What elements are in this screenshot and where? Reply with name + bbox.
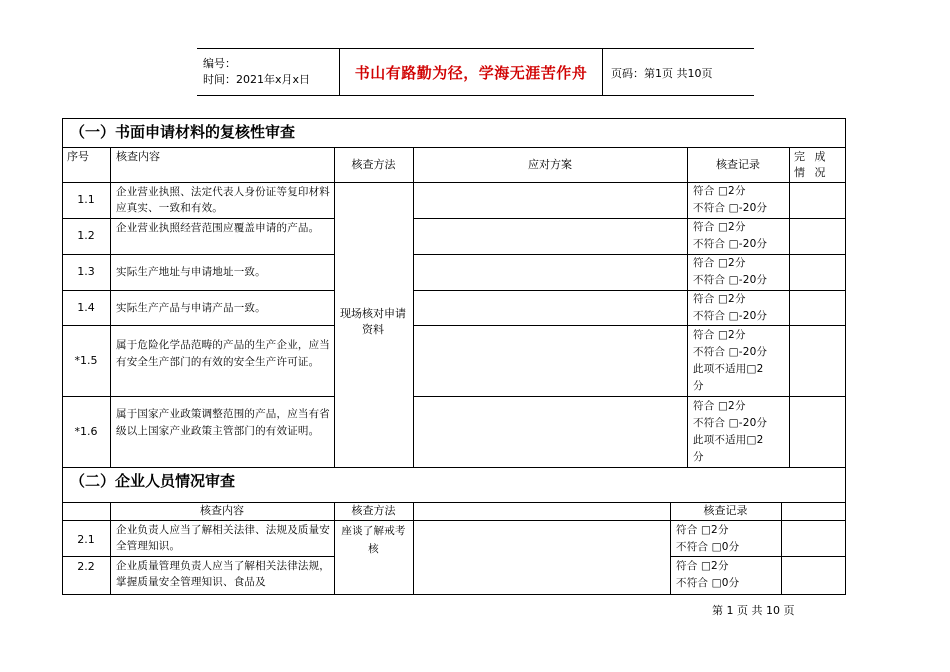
header-table [197, 48, 754, 96]
motto-text: 书山有路勤为径，学海无涯苦作舟 [354, 63, 588, 82]
section2-title: （二）企业人员情况审查 [70, 472, 236, 490]
row-2-1-content: 企业负责人应当了解相关法律、法规及质量安全管理知识。 [116, 524, 330, 552]
row-1-2-record-1: 符合 □2分 [693, 221, 746, 233]
col-header-plan: 应对方案 [528, 158, 572, 171]
row-1-2-record-2: 不符合 □-20分 [693, 238, 768, 250]
row-1-5-record-2: 不符合 □-20分 [693, 346, 768, 358]
row-1-4-content: 实际生产产品与申请产品一致。 [116, 302, 266, 314]
row-1-1-no: 1.1 [77, 193, 95, 206]
row-1-3-record-1: 符合 □2分 [693, 257, 746, 269]
row-1-6-content: 属于国家产业政策调整范围的产品，应当有省级以上国家产业政策主管部门的有效证明。 [116, 408, 330, 437]
row-1-4-record-2: 不符合 □-20分 [693, 310, 768, 322]
row-1-4-record-1: 符合 □2分 [693, 293, 746, 305]
row-1-6-record-4: 分 [693, 451, 704, 463]
col-header-method: 核查方法 [351, 158, 396, 171]
row-1-6-record-3: 此项不适用□2 [693, 434, 764, 446]
col-header-record: 核查记录 [716, 158, 760, 171]
row-2-1-no: 2.1 [77, 533, 95, 546]
s2-col-header-content: 核查内容 [200, 504, 244, 517]
row-2-2-record-1: 符合 □2分 [676, 560, 729, 572]
col-header-status: 完 成 情 况 [794, 150, 829, 179]
footer-page-number: 第 1 页 共 10 页 [712, 604, 795, 617]
s2-col-header-record: 核查记录 [703, 504, 748, 517]
row-2-1-record-1: 符合 □2分 [676, 524, 729, 536]
row-1-5-record-4: 分 [693, 380, 704, 392]
col-header-content: 核查内容 [116, 150, 160, 163]
row-2-2-content: 企业质量管理负责人应当了解相关法律法规，掌握质量安全管理知识、食品及 [116, 560, 330, 588]
header-motto-cell [340, 49, 603, 96]
row-1-2-no: 1.2 [77, 229, 95, 242]
row-1-4-no: 1.4 [77, 301, 95, 314]
row-1-3-content: 实际生产地址与申请地址一致。 [116, 266, 266, 278]
row-1-1-record-1: 符合 □2分 [693, 185, 746, 197]
number-label: 编号： [203, 57, 236, 70]
row-1-3-record-2: 不符合 □-20分 [693, 274, 768, 286]
col-header-no: 序号 [67, 150, 89, 163]
row-1-2-content: 企业营业执照经营范围应覆盖申请的产品。 [116, 222, 320, 234]
row-2-2-record-2: 不符合 □0分 [676, 577, 740, 589]
header-left-cell [197, 49, 340, 96]
row-1-5-record-1: 符合 □2分 [693, 329, 746, 341]
row-1-1-content: 企业营业执照、法定代表人身份证等复印材料应真实、一致和有效。 [116, 186, 330, 214]
row-2-1-record-2: 不符合 □0分 [676, 541, 740, 553]
section1-title: （一）书面申请材料的复核性审查 [70, 123, 296, 141]
page-label: 页码：第1页 共10页 [611, 67, 713, 80]
row-1-5-no: *1.5 [74, 354, 98, 367]
row-1-5-content: 属于危险化学品范畴的产品的生产企业，应当有安全生产部门的有效的安全生产许可证。 [116, 339, 330, 368]
row-1-3-no: 1.3 [77, 265, 95, 278]
row-1-5-record-3: 此项不适用□2 [693, 363, 764, 375]
row-2-2-no: 2.2 [77, 560, 95, 573]
header-right-cell [603, 49, 755, 96]
method-cell: 现场核对申请资料 [340, 307, 406, 336]
row-1-6-record-2: 不符合 □-20分 [693, 417, 768, 429]
row-1-6-no: *1.6 [74, 425, 98, 438]
s2-method-cell: 座谈了解戒考核 [341, 525, 406, 555]
row-1-1-record-2: 不符合 □-20分 [693, 202, 768, 214]
s2-col-header-method: 核查方法 [351, 504, 396, 517]
date-label: 时间：2021年x月x日 [203, 73, 311, 86]
row-1-6-record-1: 符合 □2分 [693, 400, 746, 412]
